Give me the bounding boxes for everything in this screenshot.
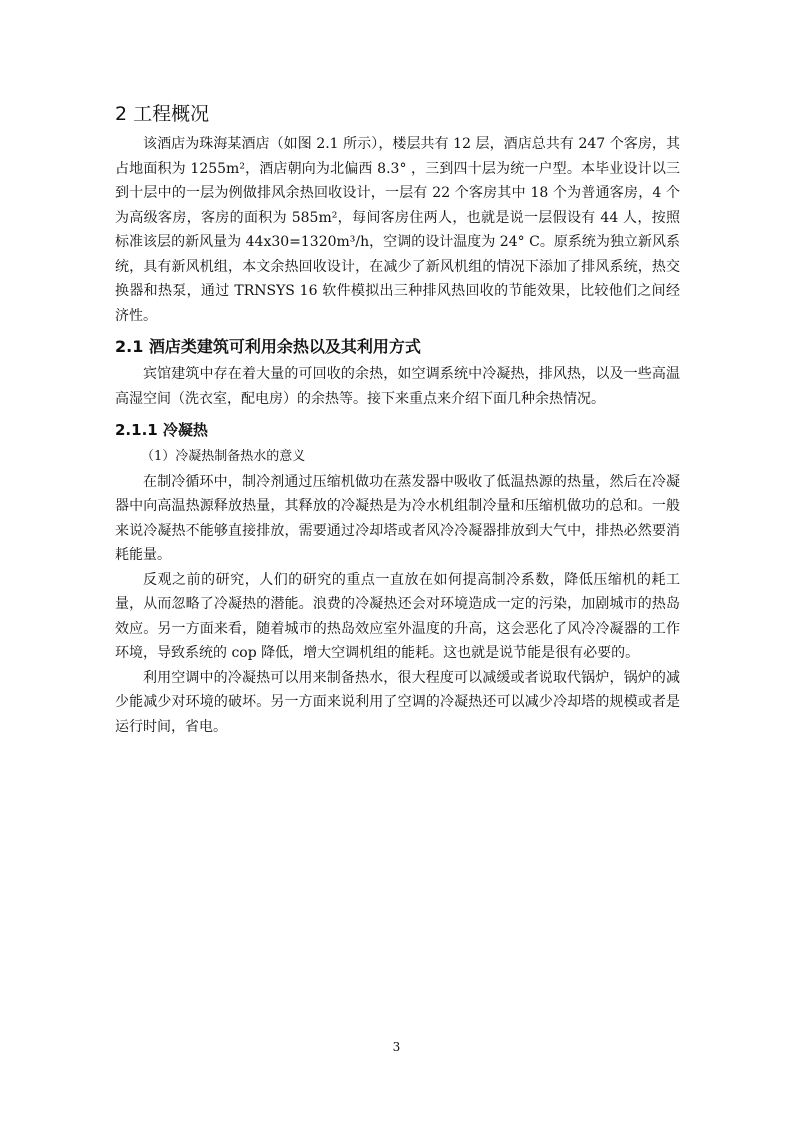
subsection-title: 2.1 酒店类建筑可利用余热以及其利用方式 (115, 337, 421, 356)
page-content (115, 100, 680, 739)
paragraph-hot-water-use: 利用空调中的冷凝热可以用来制备热水，很大程度可以减缓或者说取代锅炉，锅炉的减少能减少对环境的破坏。另一方面来说利用了空调的冷凝热还可以减少冷却塔的规模或者是运行时间，省电。 (115, 669, 680, 735)
item-heading: （1）冷凝热制备热水的意义 (141, 449, 306, 464)
subsection-paragraph: 宾馆建筑中存在着大量的可回收的余热，如空调系统中冷凝热，排风热，以及一些高温高湿空间（洗衣室，配电房）的余热等。接下来重点来介绍下面几种余热情况。 (115, 366, 680, 407)
page-number: 3 (392, 1040, 401, 1054)
paragraph-research-review: 反观之前的研究，人们的研究的重点一直放在如何提高制冷系数，降低压缩机的耗工量，从而忽略了冷凝热的潜能。浪费的冷凝热还会对环境造成一定的污染，加剧城市的热岛效应。另一方面来看，随着城市的热岛效应室外温度的升高，这会恶化了风冷冷凝器的工作环境，导致系统的 cop 降低，增大空调机组的能耗。这也就是说节能是很有必要的。 (115, 571, 680, 661)
section-title: 2 工程概况 (115, 103, 210, 125)
paragraph-condensation-cycle: 在制冷循环中，制冷剂通过压缩机做功在蒸发器中吸收了低温热源的热量，然后在冷凝器中向高温热源释放热量，其释放的冷凝热是为冷水机组制冷量和压缩机做功的总和。一般来说冷凝热不能够直接排放，需要通过冷却塔或者风冷冷凝器排放到大气中，排热必然要消耗能量。 (115, 473, 680, 563)
subsubsection-title: 2.1.1 冷凝热 (115, 421, 208, 439)
section-paragraph: 该酒店为珠海某酒店（如图 2.1 所示），楼层共有 12 层，酒店总共有 247 个客房，其占地面积为 1255m²，酒店朝向为北偏西 8.3° ，三到四十层为统一户型。本毕业设计以三到十层中的一层为例做排风余热回收设计，一层有 22 个客房其中 18 个为普通客房，4 个为高级客房，客房的面积为 585m²，每间客房住两人，也就是说一层假设有 44 人，按照标准该层的新风量为 44x30=1320m³/h，空调的设计温度为 24° C。原系统为独立新风系统，具有新风机组，本文余热回收设计，在减少了新风机组的情况下添加了排风系统，热交换器和热泵，通过 TRNSYS 16 软件模拟出三种排风热回收的节能效果，比较他们之间经济性。 (115, 136, 680, 324)
